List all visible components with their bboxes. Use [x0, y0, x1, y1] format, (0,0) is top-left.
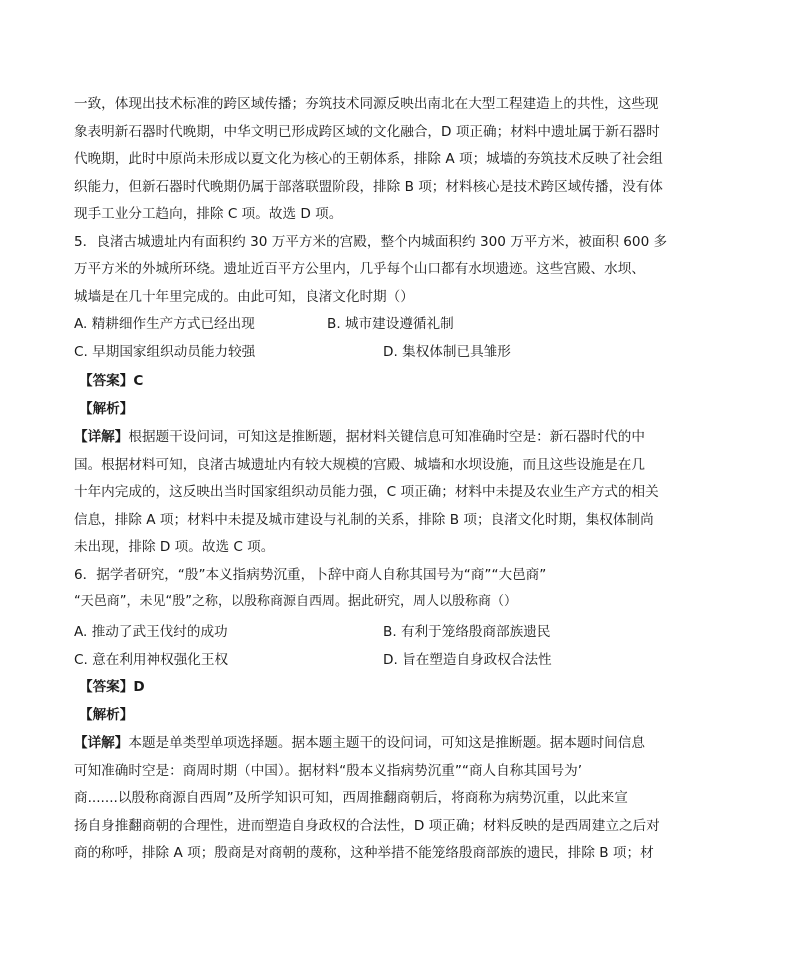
question-6-detail-line: 扬自身推翻商朝的合理性，进而塑造自身政权的合法性，D 项正确；材料反映的是西周建立之后对 — [74, 818, 660, 834]
question-6-detail — [74, 730, 722, 756]
question-5-detail-line: 信息，排除 A 项；材料中未提及城市建设与礼制的关系，排除 B 项；良渚文化时期，集权体制尚 — [74, 512, 654, 528]
continued-text-line: 织能力，但新石器时代晚期仍属于部落联盟阶段，排除 B 项；材料核心是技术跨区域传播，没有体 — [74, 179, 663, 195]
question-6-option-a: A. 推动了武王伐纣的成功 — [74, 624, 228, 640]
question-5-option-b: B. 城市建设遵循礼制 — [327, 316, 454, 332]
question-5-detail-line: 未出现，排除 D 项。故选 C 项。 — [74, 539, 275, 555]
detail-text: 根据题干设问词，可知这是推断题，据材料关键信息可知准确时空是：新石器时代的中 — [128, 429, 645, 445]
question-5-stem: 5．良渚古城遗址内有面积约 30 万平方米的宫殿，整个内城面积约 300 万平方米，被面积 600 多 — [74, 234, 668, 250]
question-5-stem: 万平方米的外城所环绕。遗址近百平方公里内，几乎每个山口都有水坝遗迹。这些宫殿、水坝、 — [74, 261, 645, 277]
question-5-detail-line: 十年内完成的，这反映出当时国家组织动员能力强，C 项正确；材料中未提及农业生产方式的相关 — [74, 484, 659, 500]
question-5-answer — [79, 368, 143, 394]
question-6-detail-line: 可知准确时空是：商周时期（中国）。据材料“殷本义指病势沉重”“商人自称其国号为’ — [74, 763, 583, 779]
continued-text-line: 现手工业分工趋向，排除 C 项。故选 D 项。 — [74, 206, 343, 222]
answer-tag: 【答案】 — [79, 679, 134, 695]
question-6-option-b: B. 有利于笼络殷商部族遗民 — [383, 624, 551, 640]
detail-text: 本题是单类型单项选择题。据本题主题干的设问词，可知这是推断题。据本题时间信息 — [128, 735, 645, 751]
question-6-answer — [79, 674, 145, 700]
question-6-analysis-tag: 【解析】 — [79, 707, 134, 723]
question-5-stem: 城墙是在几十年里完成的。由此可知，良渚文化时期（） — [74, 289, 414, 305]
continued-text-line: 代晚期，此时中原尚未形成以夏文化为核心的王朝体系，排除 A 项；城墙的夯筑技术反映了社会组 — [74, 151, 663, 167]
continued-text-line: 一致，体现出技术标准的跨区域传播；夯筑技术同源反映出南北在大型工程建造上的共性，这些现 — [74, 96, 659, 112]
detail-tag: 【详解】 — [74, 429, 129, 445]
continued-text-line: 象表明新石器时代晚期，中华文明已形成跨区域的文化融合，D 项正确；材料中遗址属于新石器时 — [74, 124, 660, 140]
answer-value: C — [133, 373, 144, 389]
question-5-option-c: C. 早期国家组织动员能力较强 — [74, 344, 256, 360]
question-6-stem: 6．据学者研究，“殷”本义指病势沉重，卜辞中商人自称其国号为“商”“大邑商” — [74, 567, 547, 583]
question-6-detail-line: 商的称呼，排除 A 项；殷商是对商朝的蔑称，这种举措不能笼络殷商部族的遗民，排除 B 项；材 — [74, 845, 654, 861]
question-6-stem: “天邑商”，未见“殷”之称，以殷称商源自西周。据此研究，周人以殷称商（） — [74, 594, 517, 609]
question-5-option-a: A. 精耕细作生产方式已经出现 — [74, 316, 255, 332]
question-6-detail-line: 商.......以殷称商源自西周”及所学知识可知，西周推翻商朝后，将商称为病势沉重，以此来宣 — [74, 790, 628, 806]
question-5-option-d: D. 集权体制已具雏形 — [383, 344, 511, 360]
question-5-analysis-tag: 【解析】 — [79, 401, 134, 417]
detail-tag: 【详解】 — [74, 735, 129, 751]
answer-tag: 【答案】 — [79, 373, 134, 389]
question-6-option-c: C. 意在利用神权强化王权 — [74, 652, 229, 668]
question-5-detail — [74, 424, 722, 450]
question-6-option-d: D. 旨在塑造自身政权合法性 — [383, 652, 552, 668]
question-5-detail-line: 国。根据材料可知，良渚古城遗址内有较大规模的宫殿、城墙和水坝设施，而且这些设施是在几 — [74, 457, 645, 473]
answer-value: D — [133, 679, 145, 695]
